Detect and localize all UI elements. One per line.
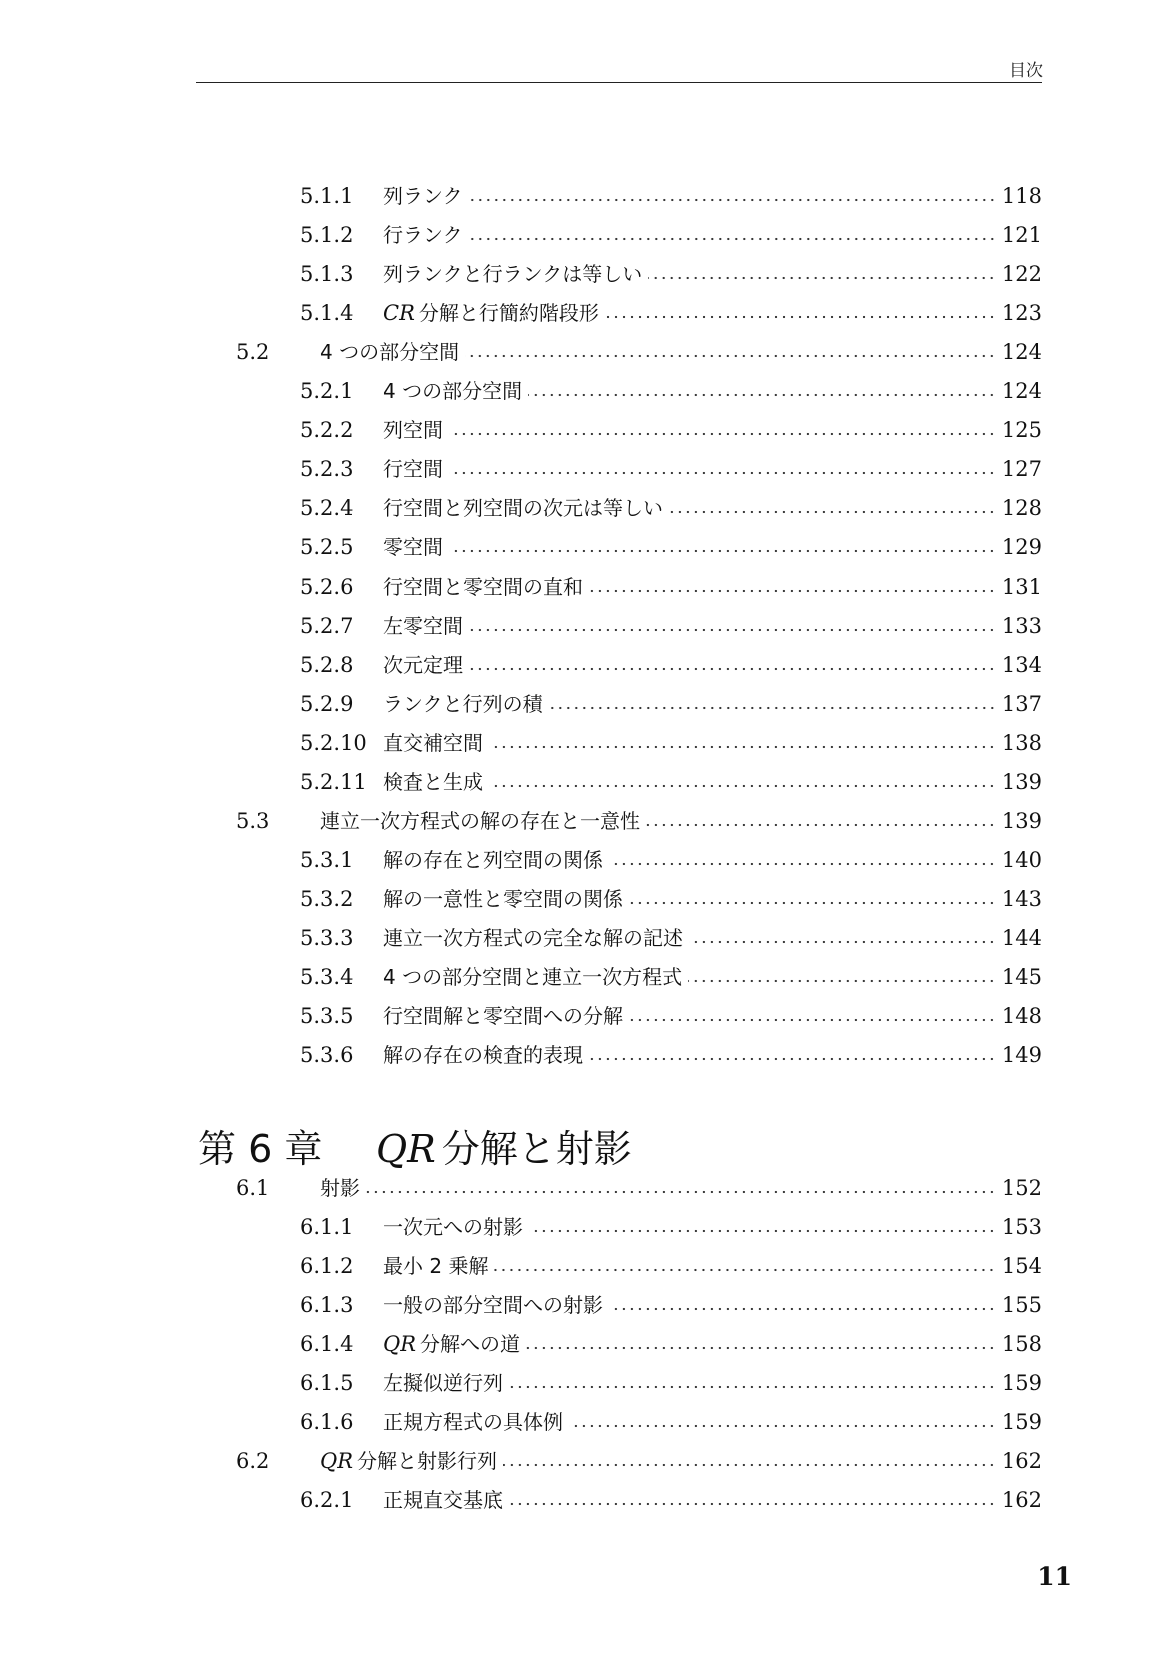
toc-entry[interactable] bbox=[236, 806, 1042, 836]
toc-entry-title bbox=[383, 1040, 583, 1070]
toc-entry-math: QR bbox=[320, 1449, 354, 1474]
toc-entry-number: 5.3.2 bbox=[300, 886, 354, 911]
toc-entry-title-text: 射影 bbox=[320, 1176, 360, 1200]
toc-entry-title-text: 4 つの部分空間 bbox=[320, 340, 460, 365]
toc-entry-number: 5.1.3 bbox=[300, 262, 354, 287]
chapter-label: 第 6 章 bbox=[198, 1127, 323, 1171]
dot-leader bbox=[509, 1500, 996, 1508]
toc-entry[interactable] bbox=[300, 181, 1042, 211]
toc-entry-number: 6.2.1 bbox=[300, 1488, 354, 1513]
toc-entry[interactable] bbox=[300, 572, 1042, 602]
toc-entry-number: 6.1.1 bbox=[300, 1215, 354, 1240]
dot-leader bbox=[605, 313, 996, 321]
toc-entry-title bbox=[383, 923, 683, 953]
toc-entry-page: 131 bbox=[1001, 574, 1042, 599]
dot-leader bbox=[569, 1422, 996, 1430]
toc-entry-number: 5.3.1 bbox=[300, 847, 354, 872]
dot-leader bbox=[469, 196, 996, 204]
dot-leader bbox=[489, 782, 996, 790]
toc-entry-title-text: 解の存在と列空間の関係 bbox=[383, 847, 603, 872]
toc-entry-title bbox=[320, 337, 459, 367]
toc-entry-title bbox=[383, 1407, 563, 1437]
toc-entry-page: 138 bbox=[1001, 730, 1042, 755]
toc-entry-page: 118 bbox=[1001, 184, 1042, 208]
dot-leader bbox=[589, 1055, 996, 1063]
toc-entry-number: 5.3.6 bbox=[300, 1043, 354, 1068]
toc-entry-page: 152 bbox=[1001, 1176, 1042, 1200]
toc-entry-title-text: 連立一次方程式の解の存在と一意性 bbox=[320, 808, 640, 833]
toc-entry-number: 5.3.4 bbox=[300, 965, 354, 989]
dot-leader bbox=[609, 1305, 996, 1313]
toc-entry-title-text: ランクと行列の積 bbox=[383, 691, 543, 716]
toc-entry-page: 127 bbox=[1001, 457, 1042, 482]
toc-entry-page: 139 bbox=[1001, 808, 1042, 833]
toc-entry-title-text: 行空間と零空間の直和 bbox=[383, 574, 583, 599]
toc-entry[interactable] bbox=[300, 923, 1042, 953]
dot-leader bbox=[469, 626, 996, 634]
toc-entry-title bbox=[383, 1329, 520, 1359]
toc-entry-page: 145 bbox=[1001, 965, 1042, 989]
toc-entry-math: CR bbox=[383, 301, 415, 326]
dot-leader bbox=[469, 665, 996, 673]
toc-entry-page: 124 bbox=[1001, 340, 1042, 365]
dot-leader bbox=[449, 430, 996, 438]
toc-entry-number: 5.3.5 bbox=[300, 1004, 354, 1029]
toc-entry-page: 124 bbox=[1001, 379, 1042, 404]
toc-entry[interactable] bbox=[300, 1329, 1042, 1359]
dot-leader bbox=[669, 508, 996, 516]
toc-entry-number: 5.2.5 bbox=[300, 535, 354, 560]
toc-entry-title bbox=[383, 728, 483, 758]
dot-leader bbox=[489, 743, 996, 751]
toc-entry-number: 6.1.6 bbox=[300, 1410, 354, 1435]
toc-entry-title bbox=[383, 767, 483, 797]
toc-entry-title bbox=[383, 220, 463, 250]
toc-entry-number: 5.2.4 bbox=[300, 496, 354, 521]
toc-entry-title-text: 行空間解と零空間への分解 bbox=[383, 1004, 623, 1029]
toc-entry[interactable] bbox=[300, 1001, 1042, 1031]
toc-entry-title bbox=[383, 1368, 503, 1398]
toc-entry-number: 6.1.2 bbox=[300, 1254, 354, 1279]
toc-entry-title bbox=[320, 1446, 497, 1476]
toc-entry[interactable] bbox=[300, 689, 1042, 719]
toc-entry[interactable] bbox=[300, 1407, 1042, 1437]
dot-leader bbox=[646, 821, 996, 829]
dot-leader bbox=[366, 1188, 996, 1196]
toc-entry[interactable] bbox=[300, 1251, 1042, 1281]
toc-entry-page: 140 bbox=[1001, 847, 1042, 872]
toc-entry[interactable] bbox=[300, 1290, 1042, 1320]
toc-entry-number: 6.2 bbox=[236, 1449, 270, 1474]
toc-entry-page: 159 bbox=[1001, 1410, 1042, 1435]
toc-entry-page: 149 bbox=[1001, 1043, 1042, 1068]
dot-leader bbox=[549, 704, 996, 712]
toc-entry[interactable] bbox=[300, 767, 1042, 797]
toc-entry-page: 134 bbox=[1001, 652, 1042, 677]
toc-entry-title bbox=[383, 259, 642, 289]
toc-entry-number: 6.1.5 bbox=[300, 1371, 354, 1396]
running-header-title: 目次 bbox=[1009, 61, 1043, 81]
toc-entry-title-text: 次元定理 bbox=[383, 652, 463, 677]
toc-entry-title bbox=[383, 884, 623, 914]
toc-entry-page: 129 bbox=[1001, 535, 1042, 560]
toc-entry[interactable] bbox=[300, 259, 1042, 289]
toc-entry-number: 5.3 bbox=[236, 808, 270, 833]
toc-entry-title-text: 解の存在の検査的表現 bbox=[383, 1043, 583, 1068]
toc-entry-number: 5.2.10 bbox=[300, 730, 367, 755]
toc-entry-page: 162 bbox=[1001, 1449, 1042, 1474]
toc-entry-title-text: 分解への道 bbox=[420, 1332, 521, 1357]
toc-entry-number: 5.2.8 bbox=[300, 652, 354, 677]
toc-entry-page: 155 bbox=[1001, 1293, 1042, 1318]
dot-leader bbox=[648, 274, 996, 282]
toc-entry[interactable] bbox=[300, 1485, 1042, 1515]
toc-entry[interactable] bbox=[300, 298, 1042, 328]
toc-entry-title bbox=[383, 689, 543, 719]
toc-entry-number: 5.1.2 bbox=[300, 223, 354, 248]
toc-entry-title bbox=[383, 845, 603, 875]
toc-entry-number: 5.3.3 bbox=[300, 925, 354, 950]
toc-entry-title-text: 直交補空間 bbox=[383, 730, 483, 755]
dot-leader bbox=[629, 899, 996, 907]
toc-entry-title-text: 行ランク bbox=[383, 223, 463, 248]
toc-entry-title bbox=[320, 1173, 360, 1203]
toc-entry-page: 121 bbox=[1001, 223, 1042, 248]
toc-entry[interactable] bbox=[300, 415, 1042, 445]
dot-leader bbox=[689, 938, 996, 946]
toc-entry-page: 133 bbox=[1001, 613, 1042, 638]
toc-entry-number: 6.1 bbox=[236, 1176, 270, 1200]
toc-entry-title bbox=[383, 1485, 503, 1515]
toc-entry[interactable] bbox=[300, 376, 1042, 406]
toc-entry-title bbox=[383, 962, 682, 992]
dot-leader bbox=[528, 391, 996, 399]
toc-entry-title-text: 4 つの部分空間 bbox=[383, 379, 523, 404]
dot-leader bbox=[609, 860, 996, 868]
toc-entry-page: 143 bbox=[1001, 886, 1042, 911]
chapter-title: 分解と射影 bbox=[441, 1127, 632, 1171]
toc-entry-title bbox=[383, 611, 463, 641]
toc-entry-title-text: 一般の部分空間への射影 bbox=[383, 1293, 603, 1318]
toc-entry-page: 162 bbox=[1001, 1488, 1042, 1513]
toc-entry-page: 137 bbox=[1001, 691, 1042, 716]
toc-entry-title-text: 左零空間 bbox=[383, 613, 463, 638]
toc-entry-page: 122 bbox=[1001, 262, 1042, 287]
toc-entry-page: 148 bbox=[1001, 1004, 1042, 1029]
toc-entry-title bbox=[383, 1251, 488, 1281]
toc-entry-title bbox=[383, 415, 443, 445]
toc-entry[interactable] bbox=[300, 454, 1042, 484]
toc-entry-page: 154 bbox=[1001, 1254, 1042, 1279]
toc-entry[interactable] bbox=[300, 1040, 1042, 1070]
toc-entry-title-text: 連立一次方程式の完全な解の記述 bbox=[383, 925, 683, 950]
toc-entry[interactable] bbox=[300, 1212, 1042, 1242]
toc-entry[interactable] bbox=[300, 962, 1042, 992]
toc-entry-page: 139 bbox=[1001, 769, 1042, 794]
toc-entry[interactable] bbox=[300, 650, 1042, 680]
toc-entry-title bbox=[383, 454, 443, 484]
toc-entry-title bbox=[320, 806, 640, 836]
toc-entry[interactable] bbox=[300, 1368, 1042, 1398]
toc-entry-number: 5.2.11 bbox=[300, 769, 367, 794]
toc-entry-title bbox=[383, 1001, 623, 1031]
dot-leader bbox=[469, 235, 996, 243]
toc-entry-number: 5.1.1 bbox=[300, 184, 354, 208]
toc-entry[interactable] bbox=[300, 845, 1042, 875]
toc-entry-title bbox=[383, 493, 663, 523]
dot-leader bbox=[465, 352, 996, 360]
toc-entry-title bbox=[383, 1290, 603, 1320]
toc-entry-number: 5.2.2 bbox=[300, 418, 354, 443]
toc-entry-title-text: 列空間 bbox=[383, 418, 443, 443]
toc-entry-title-text: 最小 2 乗解 bbox=[383, 1254, 489, 1279]
toc-entry-number: 5.2.9 bbox=[300, 691, 354, 716]
header-rule bbox=[196, 82, 1042, 83]
toc-entry-title bbox=[383, 1212, 523, 1242]
toc-entry-title bbox=[383, 650, 463, 680]
toc-entry[interactable] bbox=[300, 728, 1042, 758]
toc-entry-title-text: 零空間 bbox=[383, 535, 443, 560]
toc-entry-number: 5.2.6 bbox=[300, 574, 354, 599]
toc-entry-number: 6.1.4 bbox=[300, 1332, 354, 1357]
toc-entry-title-text: 検査と生成 bbox=[383, 769, 483, 794]
toc-entry-title bbox=[383, 376, 522, 406]
toc-entry-title bbox=[383, 298, 599, 328]
toc-entry-title-text: 分解と射影行列 bbox=[357, 1449, 498, 1474]
dot-leader bbox=[494, 1266, 995, 1274]
toc-entry-title-text: 行空間と列空間の次元は等しい bbox=[383, 496, 663, 521]
dot-leader bbox=[526, 1344, 996, 1352]
toc-entry-number: 6.1.3 bbox=[300, 1293, 354, 1318]
dot-leader bbox=[529, 1227, 996, 1235]
dot-leader bbox=[589, 587, 996, 595]
toc-entry-number: 5.2 bbox=[236, 340, 270, 365]
toc-entry-title-text: 分解と行簡約階段形 bbox=[418, 301, 599, 326]
dot-leader bbox=[503, 1461, 996, 1469]
toc-entry[interactable] bbox=[300, 884, 1042, 914]
toc-entry-title-text: 一次元への射影 bbox=[383, 1215, 523, 1240]
toc-entry-title-text: 正規直交基底 bbox=[383, 1488, 503, 1513]
toc-entry-title-text: 行空間 bbox=[383, 457, 443, 482]
toc-entry-number: 5.2.1 bbox=[300, 379, 354, 404]
toc-entry-title-text: 左擬似逆行列 bbox=[383, 1371, 503, 1396]
toc-entry[interactable] bbox=[236, 1446, 1042, 1476]
page-number: 11 bbox=[1037, 1562, 1072, 1591]
toc-entry[interactable] bbox=[300, 611, 1042, 641]
toc-entry-math: QR bbox=[383, 1332, 417, 1357]
dot-leader bbox=[688, 977, 996, 985]
dot-leader bbox=[449, 469, 996, 477]
toc-entry-number: 5.1.4 bbox=[300, 301, 354, 326]
toc-entry-title-text: 列ランク bbox=[383, 184, 463, 208]
dot-leader bbox=[509, 1383, 996, 1391]
toc-entry[interactable] bbox=[236, 1173, 1042, 1203]
toc-entry[interactable] bbox=[300, 220, 1042, 250]
toc-entry-page: 128 bbox=[1001, 496, 1042, 521]
chapter-6-heading bbox=[198, 1118, 632, 1178]
chapter-title-math: QR bbox=[376, 1127, 436, 1171]
toc-entry-title bbox=[383, 572, 583, 602]
dot-leader bbox=[449, 547, 996, 555]
toc-entry-title-text: 列ランクと行ランクは等しい bbox=[383, 262, 643, 287]
toc-entry-page: 153 bbox=[1001, 1215, 1042, 1240]
toc-entry-title-text: 解の一意性と零空間の関係 bbox=[383, 886, 623, 911]
toc-entry-page: 159 bbox=[1001, 1371, 1042, 1396]
toc-entry-page: 158 bbox=[1001, 1332, 1042, 1357]
toc-entry-number: 5.2.3 bbox=[300, 457, 354, 482]
toc-entry-page: 125 bbox=[1001, 418, 1042, 443]
toc-entry-title bbox=[383, 181, 463, 211]
toc-entry-page: 123 bbox=[1001, 301, 1042, 326]
toc-entry-number: 5.2.7 bbox=[300, 613, 354, 638]
toc-entry-title bbox=[383, 532, 443, 562]
toc-entry[interactable] bbox=[300, 532, 1042, 562]
toc-entry-page: 144 bbox=[1001, 925, 1042, 950]
toc-entry[interactable] bbox=[300, 493, 1042, 523]
dot-leader bbox=[629, 1016, 996, 1024]
toc-entry[interactable] bbox=[236, 337, 1042, 367]
toc-entry-title-text: 4 つの部分空間と連立一次方程式 bbox=[383, 965, 683, 989]
toc-entry-title-text: 正規方程式の具体例 bbox=[383, 1410, 563, 1435]
